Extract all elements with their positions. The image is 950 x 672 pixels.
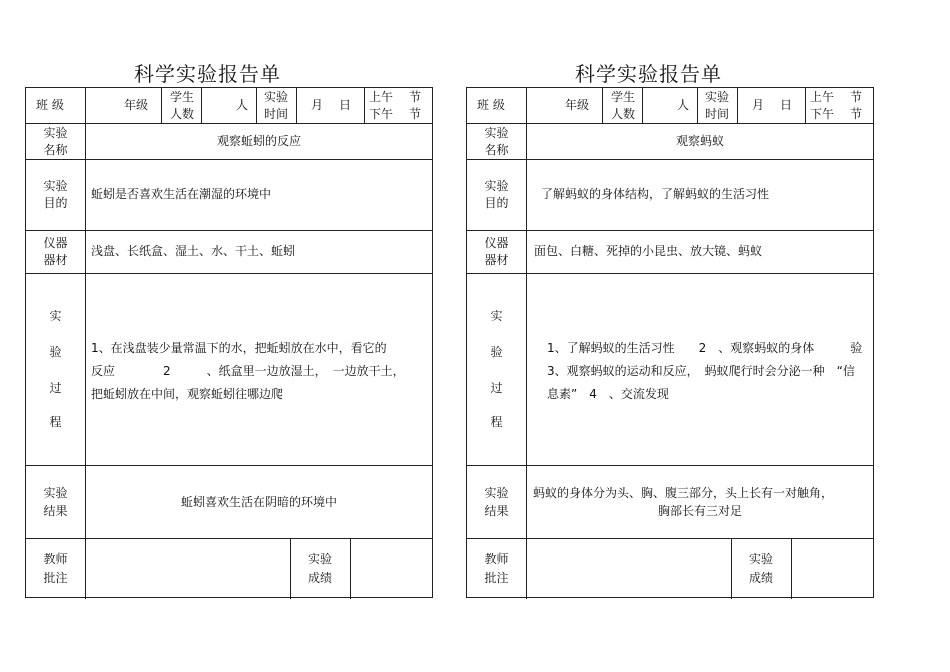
- process-label-1: 实: [490, 309, 503, 323]
- period-label-2: 节: [409, 107, 422, 121]
- result-label-2: 结果: [484, 504, 509, 518]
- person-label: 人: [236, 98, 249, 112]
- period-label-2: 节: [850, 107, 863, 121]
- process-line: 3、观察蚂蚁的运动和反应， 蚂蚁爬行时会分泌一种 “信: [547, 364, 855, 378]
- process-line: 1、了解蚂蚁的生活习性 2 、观察蚂蚁的身体 验: [547, 341, 863, 355]
- process-label-1: 实: [49, 309, 62, 323]
- month-label: 月: [311, 98, 324, 112]
- teacher-label-2: 批注: [43, 571, 68, 585]
- experiment-purpose: 蚯蚓是否喜欢生活在潮湿的环境中: [91, 187, 272, 201]
- equipment-label-2: 器材: [484, 253, 509, 267]
- experiment-name: 观察蚂蚁: [675, 134, 724, 148]
- equipment-label-1: 仪器: [43, 236, 68, 250]
- equipment-list: 浅盘、长纸盒、湿土、水、干土、蚯蚓: [91, 244, 296, 258]
- process-label-2: 验: [490, 345, 503, 359]
- day-label: 日: [780, 98, 793, 112]
- period-label-1: 节: [850, 90, 863, 104]
- equipment-label-2: 器材: [43, 253, 68, 267]
- experiment-purpose: 了解蚂蚁的身体结构，了解蚂蚁的生活习性: [541, 187, 770, 201]
- pm-label: 下午: [810, 107, 835, 121]
- score-label-1: 实验: [307, 552, 332, 566]
- process-line: 反应 2 、纸盒里一边放湿土， 一边放干土，: [91, 364, 405, 378]
- grade-label: 年级: [565, 98, 590, 112]
- name-label-1: 实验: [484, 126, 509, 140]
- result-line: 蚯蚓喜欢生活在阴暗的环境中: [180, 495, 337, 509]
- process-label-2: 验: [49, 345, 62, 359]
- time-label-2: 时间: [263, 107, 288, 121]
- person-label: 人: [677, 98, 690, 112]
- result-label-2: 结果: [43, 504, 68, 518]
- process-line: 息素” 4 、交流发现: [547, 387, 669, 401]
- process-label-3: 过: [49, 381, 62, 395]
- students-label-2: 人数: [610, 107, 635, 121]
- result-label-1: 实验: [43, 486, 68, 500]
- purpose-label-2: 目的: [484, 196, 509, 210]
- score-label-2: 成绩: [748, 571, 773, 585]
- am-label: 上午: [369, 90, 394, 104]
- equipment-label-1: 仪器: [484, 236, 509, 250]
- process-line: 把蚯蚓放在中间，观察蚯蚓往哪边爬: [91, 387, 284, 401]
- teacher-label-1: 教师: [43, 552, 68, 566]
- pm-label: 下午: [369, 107, 394, 121]
- period-label-1: 节: [409, 90, 422, 104]
- process-label-4: 程: [490, 415, 503, 429]
- class-label: 班 级: [36, 98, 64, 112]
- result-line: 蚂蚁的身体分为头、胸、腹三部分，头上长有一对触角，: [533, 486, 834, 500]
- result-label-1: 实验: [484, 486, 509, 500]
- name-label-2: 名称: [484, 143, 509, 157]
- class-label: 班 级: [477, 98, 505, 112]
- purpose-label-2: 目的: [43, 196, 68, 210]
- am-label: 上午: [810, 90, 835, 104]
- time-label-2: 时间: [704, 107, 729, 121]
- report-table: [466, 87, 874, 598]
- score-label-1: 实验: [748, 552, 773, 566]
- students-label-1: 学生: [610, 90, 635, 104]
- form-title: 科学实验报告单: [134, 62, 281, 86]
- time-label-1: 实验: [704, 90, 729, 104]
- grade-label: 年级: [124, 98, 149, 112]
- result-line: 胸部长有三对足: [657, 504, 742, 518]
- teacher-label-1: 教师: [484, 552, 509, 566]
- purpose-label-1: 实验: [43, 179, 68, 193]
- time-label-1: 实验: [263, 90, 288, 104]
- form-title: 科学实验报告单: [575, 62, 722, 86]
- experiment-name: 观察蚯蚓的反应: [216, 134, 301, 148]
- students-label-2: 人数: [169, 107, 194, 121]
- teacher-label-2: 批注: [484, 571, 509, 585]
- score-label-2: 成绩: [307, 571, 332, 585]
- process-line: 1、在浅盘装少量常温下的水，把蚯蚓放在水中，看它的: [91, 341, 387, 355]
- name-label-2: 名称: [43, 143, 68, 157]
- day-label: 日: [339, 98, 352, 112]
- report-table: [25, 87, 433, 598]
- equipment-list: 面包、白糖、死掉的小昆虫、放大镜、蚂蚁: [534, 244, 763, 258]
- name-label-1: 实验: [43, 126, 68, 140]
- process-label-4: 程: [49, 415, 62, 429]
- purpose-label-1: 实验: [484, 179, 509, 193]
- process-label-3: 过: [490, 381, 503, 395]
- month-label: 月: [752, 98, 765, 112]
- students-label-1: 学生: [169, 90, 194, 104]
